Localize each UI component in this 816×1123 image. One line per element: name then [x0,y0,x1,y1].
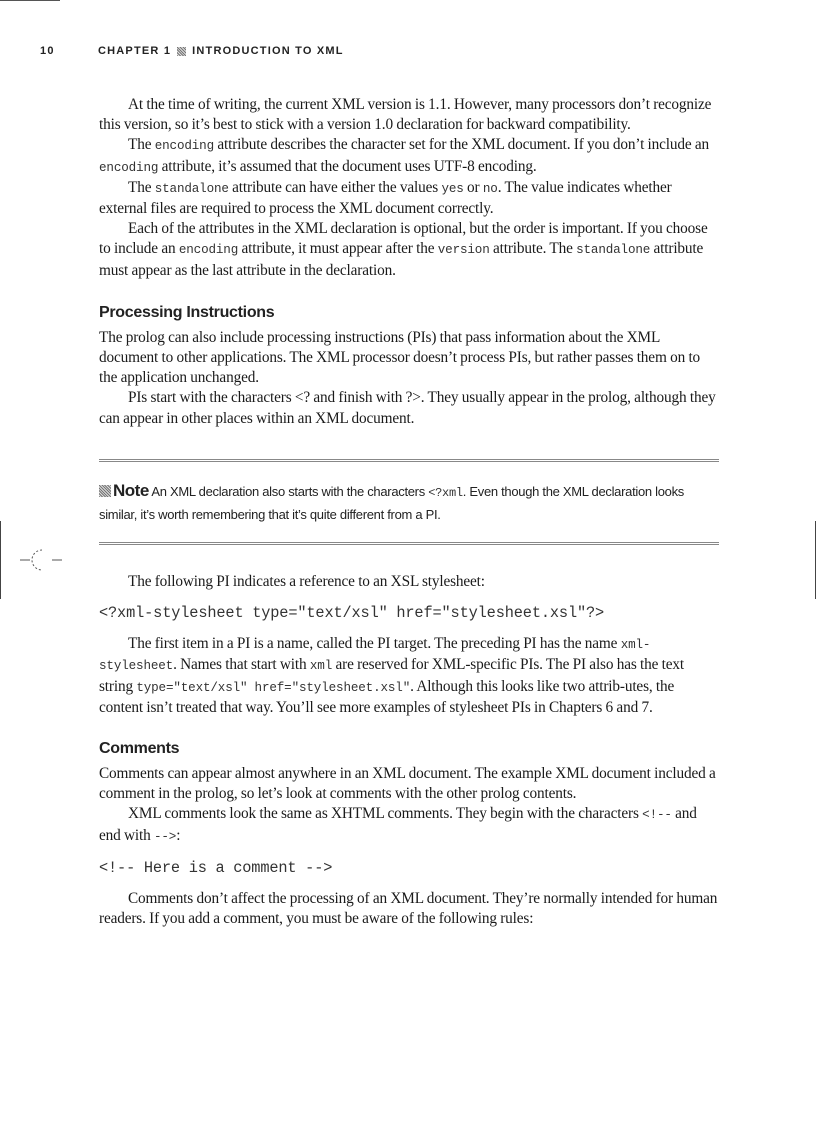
chapter-label: CHAPTER 1 [98,45,172,57]
chapter-title: INTRODUCTION TO XML [192,45,344,57]
heading-processing-instructions: Processing Instructions [99,303,275,321]
paragraph-standalone: The standalone attribute can have either the values yes or no. The value indicates whether external files are required to process the XML document correctly. [99,178,672,218]
paragraph-pi-syntax: PIs start with the characters <? and finish with ?>. They usually appear in the prolog, although they can appear in other places within an XML document. [99,389,716,427]
running-header [40,43,344,59]
paragraph-comments-intro: Comments can appear almost anywhere in an XML document. The example XML document included a comment in the prolog, so let’s look at comments with the other prolog contents. [99,765,716,803]
paragraph-pi-intro: The prolog can also include processing instructions (PIs) that pass information about the XML document to other applications. The XML processor doesn’t process PIs, but rather passes them on to the application unchanged. [99,328,701,387]
paragraph-attribute-order: Each of the attributes in the XML declaration is optional, but the order is important. If you choose to include an encoding attribute, it must appear after the version attribute. The standalone attribute must appear as the last attribute in the declaration. [99,220,708,279]
crop-line-top [0,0,60,1]
registration-mark-icon [20,547,62,577]
paragraph-comment-rules: Comments don’t affect the processing of an XML document. They’re normally intended for human readers. If you add a comment, you must be aware of the following rules: [99,890,718,928]
note-box: Note An XML declaration also starts with the characters <?xml. Even though the XML declaration looks similar, it’s worth remembering that it’s quite different from a PI. [99,459,719,545]
note-square-icon [99,485,111,497]
crop-mark-left [0,521,1,599]
code-comment-example: <!-- Here is a comment --> [99,858,333,877]
page-number: 10 [40,45,55,57]
paragraph-encoding: The encoding attribute describes the character set for the XML document. If you don’t include an encoding attribute, it’s assumed that the document uses UTF-8 encoding. [99,136,710,175]
paragraph-comments-syntax: XML comments look the same as XHTML comments. They begin with the characters <!-- and end with -->: [99,805,697,844]
code-stylesheet-pi: <?xml-stylesheet type="text/xsl" href="stylesheet.xsl"?> [99,604,605,623]
paragraph-pi-target: The first item in a PI is a name, called the PI target. The preceding PI has the name xml-stylesheet. Names that start with xml are reserved for XML-specific PIs. The PI also has the text string type="text/xsl" href="stylesheet.xsl". Although this looks like two attrib-utes, the content isn’t treated that way. You’ll see more examples of stylesheet PIs in Chapters 6 and 7. [99,635,684,716]
page-body [99,95,719,929]
heading-comments: Comments [99,740,180,758]
paragraph-version: At the time of writing, the current XML version is 1.1. However, many processors don’t recognize this version, so it’s best to stick with a version 1.0 declaration for backward compatibility. [99,96,712,134]
paragraph-pi-example-intro: The following PI indicates a reference to an XSL stylesheet: [128,572,485,590]
note-label: Note [113,480,149,500]
separator-square-icon [177,47,186,56]
